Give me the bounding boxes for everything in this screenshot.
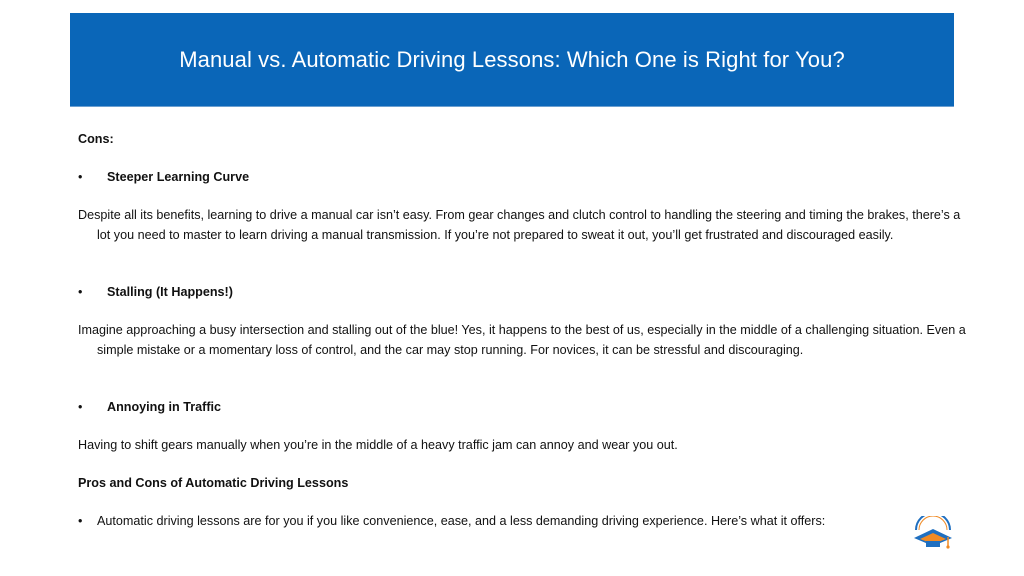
bullet-icon: • xyxy=(78,514,83,528)
bullet-icon: • xyxy=(78,170,83,184)
bullet-title: Stalling (It Happens!) xyxy=(107,285,233,299)
cons-heading: Cons: xyxy=(78,132,114,146)
paragraph-3: Having to shift gears manually when you’re in the middle of a heavy traffic jam can annoy and wear you out. xyxy=(78,438,678,452)
bullet-title: Annoying in Traffic xyxy=(107,400,222,414)
bullet-icon: • xyxy=(78,285,83,299)
page-title: Manual vs. Automatic Driving Lessons: Which One is Right for You? xyxy=(179,46,845,72)
bullet-text: Automatic driving lessons are for you if you like convenience, ease, and a less demanding driving experience. Here’s what it offers: xyxy=(97,514,826,528)
section-heading: Pros and Cons of Automatic Driving Lessons xyxy=(78,476,349,490)
title-banner xyxy=(70,13,954,107)
paragraph-1: Despite all its benefits, learning to drive a manual car isn’t easy. From gear changes and clutch control to handling the steering and timing the brakes, there’s a lot you need to master to learn driving a manual transmission. If you’re not prepared to sweat it out, you’ll get frustrated and discouraged easily. xyxy=(78,208,961,242)
graduation-cap-logo-icon xyxy=(908,516,958,550)
bullet-title: Steeper Learning Curve xyxy=(107,170,250,184)
paragraph-2: Imagine approaching a busy intersection and stalling out of the blue! Yes, it happens to the best of us, especially in the middle of a challenging situation. Even a simple mistake or a momentary loss of control, and the car may stop running. For novices, it can be stressful and discouraging. xyxy=(78,323,966,357)
bullet-icon: • xyxy=(78,400,83,414)
